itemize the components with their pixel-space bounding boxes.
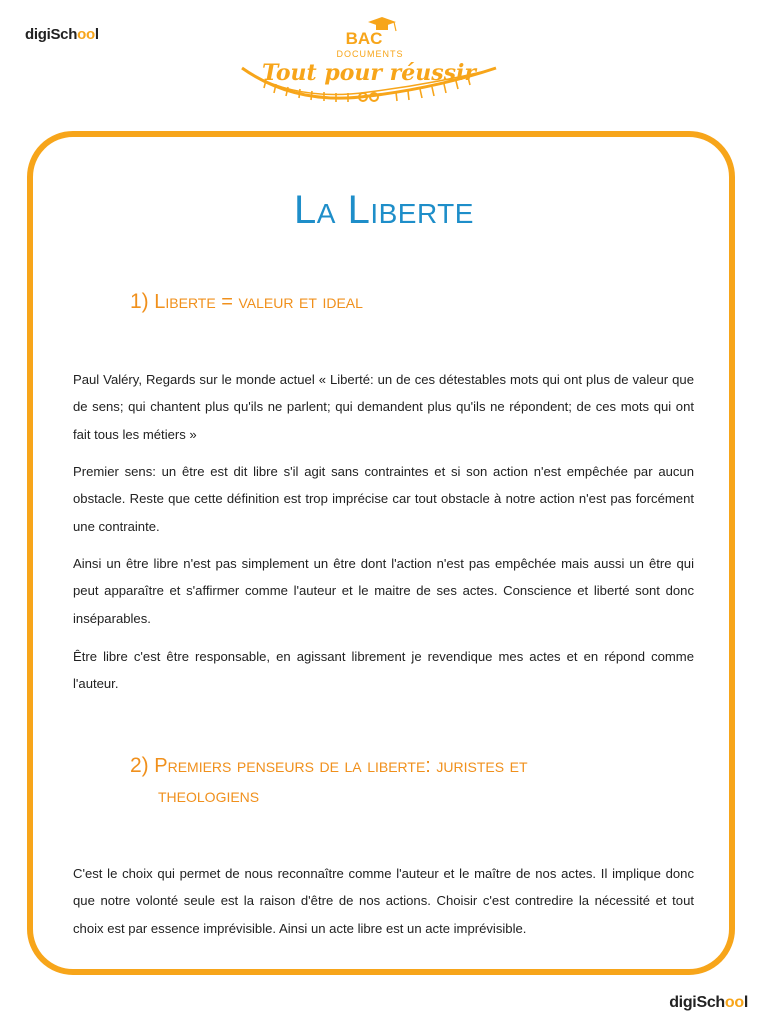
logo-bac-text: BAC	[345, 29, 383, 48]
paragraph: Premier sens: un être est dit libre s'il agit sans contraintes et si son action n'est empêchée par aucun obstacle. Reste que cette définition est trop imprécise car tout obstacle à notre action n'est pas forcément une contrainte.	[73, 464, 694, 534]
paragraph: Ainsi un être libre n'est pas simplement un être dont l'action n'est pas empêchée mais aussi un être qui peut apparaître et s'affirmer comme l'auteur et le maitre de ses actes. Conscience et liberté sont donc inséparables.	[73, 556, 694, 626]
section-2-heading-line1: Premiers penseurs de la liberte: juristes et	[154, 755, 528, 777]
brand-text-end: l	[743, 994, 748, 1011]
brand-logo-bottom	[669, 994, 748, 1012]
paragraph: C'est le choix qui permet de nous reconnaître comme l'auteur et le maître de nos actes. Il implique donc que notre volonté seule est la raison d'être de nos actions. Choisir c'est contredire la nécessité et tout choix est par essence imprévisible. Ainsi un acte libre est un acte imprévisible.	[73, 866, 694, 936]
brand-text: digiSch	[25, 26, 78, 43]
brand-text-accent: oo	[724, 994, 744, 1011]
section-2-heading-line2: theologiens	[158, 785, 260, 807]
brand-text-accent: oo	[77, 26, 95, 43]
section-1-number: 1)	[130, 290, 149, 313]
paragraph: Être libre c'est être responsable, en agissant librement je revendique mes actes et en répond comme l'auteur.	[73, 649, 694, 692]
brand-text: digiSch	[669, 994, 725, 1011]
document-title: La Liberte	[294, 188, 474, 232]
section-2-number: 2)	[130, 754, 149, 777]
section-1-heading-text: Liberte = valeur et ideal	[154, 291, 363, 313]
brand-text-end: l	[94, 26, 99, 43]
logo-documents-text: DOCUMENTS	[336, 49, 404, 59]
section-2-heading	[130, 751, 690, 811]
logo-tagline-text: Tout pour réussir	[262, 60, 476, 86]
paragraph: Paul Valéry, Regards sur le monde actuel « Liberté: un de ces détestables mots qui ont plus de valeur que de sens; qui chantent plus qu'ils ne parlent; qui demandent plus qu'ils ne répondent; de ces mots qui ont fait tous les métiers »	[73, 372, 694, 442]
bac-documents-logo	[236, 14, 502, 104]
section-1-heading	[130, 287, 363, 317]
brand-logo-top	[25, 26, 99, 43]
